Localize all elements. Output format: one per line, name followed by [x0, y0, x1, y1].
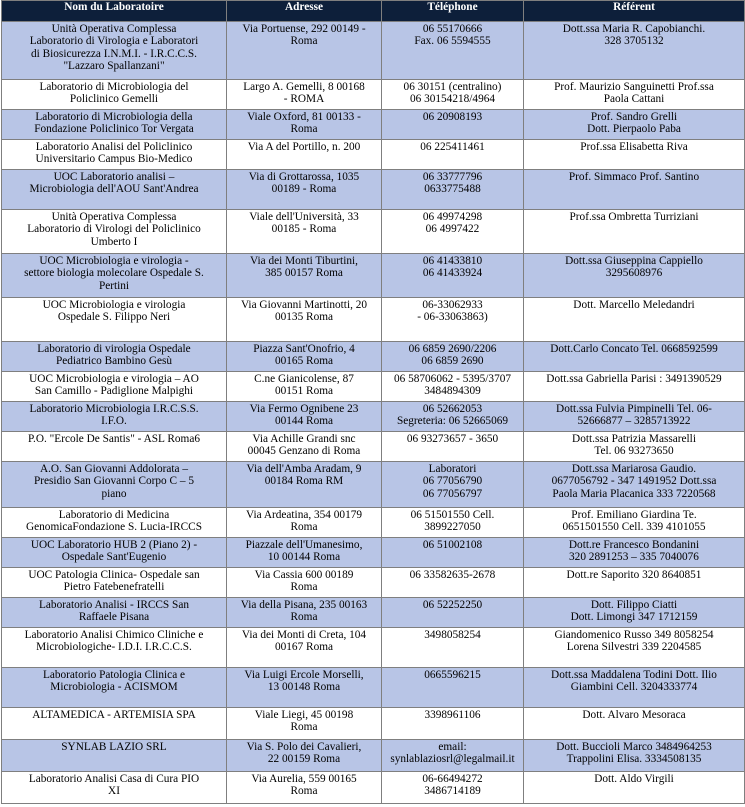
- address-cell: Via Luigi Ercole Morselli, 13 00148 Roma: [227, 668, 382, 708]
- lab-name-cell: UOC Laboratorio HUB 2 (Piano 2) - Ospedale Sant'Eugenio: [2, 538, 227, 568]
- referent-cell: Dott.re Saporito 320 8640851: [524, 568, 745, 598]
- address-cell: Via Giovanni Martinotti, 20 00135 Roma: [227, 298, 382, 342]
- table-body: [2, 22, 745, 804]
- address-cell: Via Fermo Ognibene 23 00144 Roma: [227, 402, 382, 432]
- table-row: [2, 110, 745, 140]
- referent-cell: Prof. Simmaco Prof. Santino: [524, 170, 745, 210]
- phone-cell: 3498058254: [382, 628, 524, 668]
- referent-cell: Prof. Maurizio Sanguinetti Prof.ssa Paola Cattani: [524, 80, 745, 110]
- referent-cell: Dott. Aldo Virgili: [524, 772, 745, 804]
- header-phone: Téléphone: [382, 1, 524, 22]
- referent-cell: Dott. Buccioli Marco 3484964253 Trappolini Elisa. 3334508135: [524, 740, 745, 772]
- lab-name-cell: ALTAMEDICA - ARTEMISIA SPA: [2, 708, 227, 740]
- address-cell: Via della Pisana, 235 00163 Roma: [227, 598, 382, 628]
- referent-cell: Prof. Sandro Grelli Dott. Pierpaolo Paba: [524, 110, 745, 140]
- phone-cell: 06 33777796 0633775488: [382, 170, 524, 210]
- address-cell: Via Cassia 600 00189 Roma: [227, 568, 382, 598]
- phone-cell: 0665596215: [382, 668, 524, 708]
- table-row: [2, 598, 745, 628]
- lab-name-cell: Laboratorio di Microbiologia della Fondazione Policlinico Tor Vergata: [2, 110, 227, 140]
- lab-name-cell: UOC Patologia Clinica- Ospedale san Pietro Fatebenefratelli: [2, 568, 227, 598]
- lab-name-cell: A.O. San Giovanni Addolorata – Presidio San Giovanni Corpo C – 5 piano: [2, 462, 227, 508]
- lab-name-cell: UOC Microbiologia e virologia - settore biologia molecolare Ospedale S. Pertini: [2, 254, 227, 298]
- address-cell: Via dei Monti di Creta, 104 00167 Roma: [227, 628, 382, 668]
- address-cell: Piazza Sant'Onofrio, 4 00165 Roma: [227, 342, 382, 372]
- lab-name-cell: UOC Laboratorio analisi – Microbiologia dell'AOU Sant'Andrea: [2, 170, 227, 210]
- address-cell: Via A del Portillo, n. 200: [227, 140, 382, 170]
- address-cell: Via S. Polo dei Cavalieri, 22 00159 Roma: [227, 740, 382, 772]
- table-row: [2, 668, 745, 708]
- address-cell: Via di Grottarossa, 1035 00189 - Roma: [227, 170, 382, 210]
- referent-cell: Dott. Filippo Ciatti Dott. Limongi 347 1712159: [524, 598, 745, 628]
- table-row: [2, 462, 745, 508]
- phone-cell: 06-33062933 - 06-33063863): [382, 298, 524, 342]
- referent-cell: Dott.ssa Maddalena Todini Dott. Ilio Giambini Cell. 3204333774: [524, 668, 745, 708]
- lab-name-cell: P.O. "Ercole De Santis" - ASL Roma6: [2, 432, 227, 462]
- lab-name-cell: Laboratorio Analisi - IRCCS San Raffaele Pisana: [2, 598, 227, 628]
- phone-cell: 06 93273657 - 3650: [382, 432, 524, 462]
- lab-name-cell: Laboratorio di Medicina GenomicaFondazione S. Lucia-IRCCS: [2, 508, 227, 538]
- phone-cell: 06 51002108: [382, 538, 524, 568]
- address-cell: Via Achille Grandi snc 00045 Genzano di Roma: [227, 432, 382, 462]
- lab-name-cell: Laboratorio Patologia Clinica e Microbiologia - ACISMOM: [2, 668, 227, 708]
- table-row: [2, 22, 745, 80]
- phone-cell: 3398961106: [382, 708, 524, 740]
- phone-cell: 06 52252250: [382, 598, 524, 628]
- lab-name-cell: Laboratorio Analisi del Policlinico Universitario Campus Bio-Medico: [2, 140, 227, 170]
- header-address: Adresse: [227, 1, 382, 22]
- referent-cell: Dott.Carlo Concato Tel. 0668592599: [524, 342, 745, 372]
- address-cell: C.ne Gianicolense, 87 00151 Roma: [227, 372, 382, 402]
- table-row: [2, 372, 745, 402]
- phone-cell: 06 52662053 Segreteria: 06 52665069: [382, 402, 524, 432]
- header-row: [2, 1, 745, 22]
- phone-cell: 06 6859 2690/2206 06 6859 2690: [382, 342, 524, 372]
- lab-name-cell: Laboratorio Microbiologia I.R.C.S.S. I.F.O.: [2, 402, 227, 432]
- address-cell: Viale Oxford, 81 00133 - Roma: [227, 110, 382, 140]
- table-row: [2, 402, 745, 432]
- referent-cell: Prof. Emiliano Giardina Te. 0651501550 Cell. 339 4101055: [524, 508, 745, 538]
- table-row: [2, 508, 745, 538]
- table-row: [2, 432, 745, 462]
- table-row: [2, 740, 745, 772]
- table-row: [2, 140, 745, 170]
- referent-cell: Dott.re Francesco Bondanini 320 2891253 – 335 7040076: [524, 538, 745, 568]
- table-row: [2, 708, 745, 740]
- address-cell: Piazzale dell'Umanesimo, 10 00144 Roma: [227, 538, 382, 568]
- referent-cell: Prof.ssa Elisabetta Riva: [524, 140, 745, 170]
- referent-cell: Dott.ssa Fulvia Pimpinelli Tel. 06- 52666877 – 3285713922: [524, 402, 745, 432]
- table-row: [2, 342, 745, 372]
- phone-cell: 06 20908193: [382, 110, 524, 140]
- phone-cell: 06-66494272 3486714189: [382, 772, 524, 804]
- phone-cell: Laboratori 06 77056790 06 77056797: [382, 462, 524, 508]
- referent-cell: Dott.ssa Maria R. Capobianchi. 328 3705132: [524, 22, 745, 80]
- lab-name-cell: Laboratorio di virologia Ospedale Pediatrico Bambino Gesù: [2, 342, 227, 372]
- referent-cell: Dott.ssa Gabriella Parisi : 3491390529: [524, 372, 745, 402]
- referent-cell: Prof.ssa Ombretta Turriziani: [524, 210, 745, 254]
- address-cell: Viale dell'Università, 33 00185 - Roma: [227, 210, 382, 254]
- address-cell: Via Aurelia, 559 00165 Roma: [227, 772, 382, 804]
- referent-cell: Dott.ssa Mariarosa Gaudio. 0677056792 - 347 1491952 Dott.ssa Paola Maria Placanica 333 7220568: [524, 462, 745, 508]
- header-referent: Référent: [524, 1, 745, 22]
- address-cell: Largo A. Gemelli, 8 00168 - ROMA: [227, 80, 382, 110]
- lab-name-cell: Unità Operativa Complessa Laboratorio di Virologia e Laboratori di Biosicurezza I.N.M.I. - I.R.C.C.S. "Lazzaro Spallanzani": [2, 22, 227, 80]
- lab-name-cell: UOC Microbiologia e virologia – AO San Camillo - Padiglione Malpighi: [2, 372, 227, 402]
- table-row: [2, 170, 745, 210]
- address-cell: Viale Liegi, 45 00198 Roma: [227, 708, 382, 740]
- laboratory-directory-table: [1, 0, 745, 804]
- table-row: [2, 568, 745, 598]
- phone-cell: 06 33582635-2678: [382, 568, 524, 598]
- table-row: [2, 80, 745, 110]
- table-row: [2, 210, 745, 254]
- lab-name-cell: UOC Microbiologia e virologia Ospedale S. Filippo Neri: [2, 298, 227, 342]
- lab-name-cell: Laboratorio di Microbiologia del Policlinico Gemelli: [2, 80, 227, 110]
- phone-cell: 06 51501550 Cell. 3899227050: [382, 508, 524, 538]
- lab-name-cell: Laboratorio Analisi Casa di Cura PIO XI: [2, 772, 227, 804]
- table-row: [2, 538, 745, 568]
- referent-cell: Dott.ssa Patrizia Massarelli Tel. 06 93273650: [524, 432, 745, 462]
- phone-cell: email: synlablaziosrl@legalmail.it: [382, 740, 524, 772]
- phone-cell: 06 58706062 - 5395/3707 3484894309: [382, 372, 524, 402]
- address-cell: Via Portuense, 292 00149 - Roma: [227, 22, 382, 80]
- table-row: [2, 298, 745, 342]
- referent-cell: Giandomenico Russo 349 8058254 Lorena Silvestri 339 2204585: [524, 628, 745, 668]
- referent-cell: Dott.ssa Giuseppina Cappiello 3295608976: [524, 254, 745, 298]
- header-lab-name: Nom du Laboratoire: [2, 1, 227, 22]
- address-cell: Via dell'Amba Aradam, 9 00184 Roma RM: [227, 462, 382, 508]
- phone-cell: 06 49974298 06 4997422: [382, 210, 524, 254]
- lab-name-cell: SYNLAB LAZIO SRL: [2, 740, 227, 772]
- referent-cell: Dott. Marcello Meledandri: [524, 298, 745, 342]
- table-row: [2, 628, 745, 668]
- table-row: [2, 772, 745, 804]
- referent-cell: Dott. Alvaro Mesoraca: [524, 708, 745, 740]
- table-row: [2, 254, 745, 298]
- lab-name-cell: Unità Operativa Complessa Laboratorio di Virologi del Policlinico Umberto I: [2, 210, 227, 254]
- phone-cell: 06 225411461: [382, 140, 524, 170]
- phone-cell: 06 30151 (centralino) 06 30154218/4964: [382, 80, 524, 110]
- lab-name-cell: Laboratorio Analisi Chimico Cliniche e Microbiologiche- I.D.I. I.R.C.C.S.: [2, 628, 227, 668]
- phone-cell: 06 55170666 Fax. 06 5594555: [382, 22, 524, 80]
- address-cell: Via Ardeatina, 354 00179 Roma: [227, 508, 382, 538]
- address-cell: Via dei Monti Tiburtini, 385 00157 Roma: [227, 254, 382, 298]
- phone-cell: 06 41433810 06 41433924: [382, 254, 524, 298]
